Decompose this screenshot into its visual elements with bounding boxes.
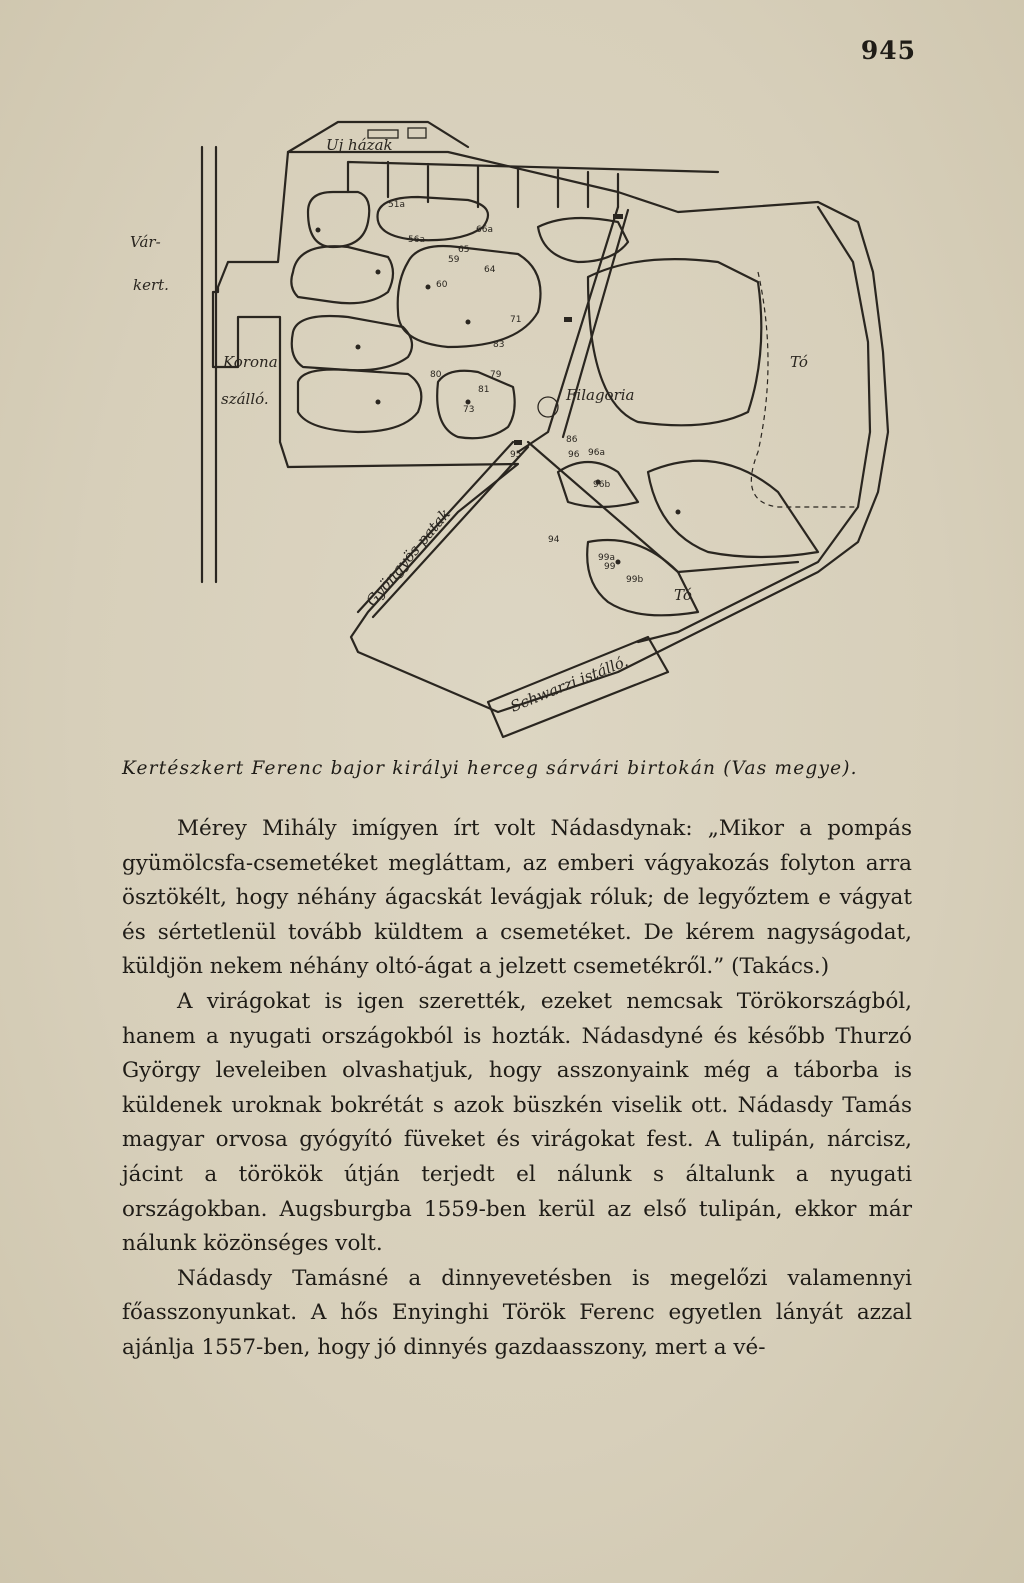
marker-label: 99b [626, 575, 644, 585]
marker-label: 59 [448, 255, 460, 265]
marker-label: 71 [510, 315, 522, 325]
page-number: 945 [860, 36, 916, 65]
body-text [122, 812, 912, 1366]
tree-marker [356, 345, 361, 350]
marker-label: 83 [493, 340, 505, 350]
label-filagoria: Filagoria [566, 386, 635, 404]
marker-label: 64 [484, 265, 496, 275]
tree-marker [466, 320, 471, 325]
marker-label: 60 [436, 280, 448, 290]
paragraph: A virágokat is igen szerették, ezeket nemcsak Törökországból, hanem a nyugati országokból is hozták. Nádasdyné és később Thurzó György leveleiben olvashatjuk, hogy asszonyaink még a táborba is küldenek uroknak bokrétát s azok büszkén viselik ott. Nádasdy Tamás magyar orvosa gyógyító füveket és virágokat fest. A tulipán, nárcisz, jácint a törökök útján terjedt el nálunk s általunk a nyugati országokban. Augsburgba 1559-ben kerül az első tulipán, ekkor már nálunk közönséges volt. [122, 988, 912, 1257]
figure-caption: Kertészkert Ferenc bajor királyi herceg sárvári birtokán (Vas megye). [122, 758, 858, 779]
house [408, 128, 426, 138]
flower-bed [292, 316, 412, 370]
marker-label: 81 [478, 385, 490, 395]
label-to-lower: Tó [674, 586, 692, 604]
marker-label: 95 [510, 450, 522, 460]
label-to-upper: Tó [790, 353, 808, 371]
flower-bed [308, 192, 369, 247]
road [518, 207, 618, 452]
tree-marker [466, 400, 471, 405]
marker-label: 96 [568, 450, 580, 460]
paragraph: Mérey Mihály imígyen írt volt Nádasdynak: „Mikor a pompás gyümölcsfa-csemetéket megláttam, az emberi vágyakozás folyton arra ösztökélt, hogy néhány ágacskát levágjak róluk; de legyőztem e vágyat és sértetlenül tovább küldtem a csemetéket. De kérem nagyságodat, küldjön nekem néhány oltó-ágat a jelzett csemetékről.” (Takács.) [122, 816, 912, 980]
bridge [613, 214, 623, 219]
tree-marker [616, 560, 621, 565]
marker-label: 80 [430, 370, 442, 380]
marker-label: 86 [566, 435, 578, 445]
marker-label: 56a [408, 235, 425, 245]
marker-label: 94 [548, 535, 560, 545]
tree-marker [316, 228, 321, 233]
flower-bed [648, 461, 818, 557]
label-kert: kert. [133, 276, 169, 294]
flower-bed [298, 370, 421, 433]
label-szallo: szálló. [221, 390, 269, 408]
marker-label: 51a [388, 200, 405, 210]
label-var: Vár- [130, 233, 161, 251]
marker-label: 99 [604, 562, 616, 572]
label-korona: Korona [223, 353, 278, 371]
garden-map-drawing [118, 112, 898, 752]
tree-marker [426, 285, 431, 290]
marker-label: 66a [476, 225, 493, 235]
label-schwarzi-istallo: Schwarzi istálló. [507, 652, 631, 716]
marker-label: 96a [588, 448, 605, 458]
garden-map [118, 112, 898, 752]
bridge [564, 317, 572, 322]
dashed-path [751, 272, 858, 507]
tree-marker [376, 270, 381, 275]
park-boundary [213, 152, 888, 712]
marker-label: 79 [490, 370, 502, 380]
flower-bed [291, 246, 393, 303]
flower-bed [437, 371, 514, 439]
marker-label: 65 [458, 245, 470, 255]
marker-label: 99a [598, 553, 615, 563]
bridge [514, 440, 522, 445]
label-uj-hazak: Uj házak [326, 136, 393, 154]
tree-marker [376, 400, 381, 405]
marker-label: 73 [463, 405, 475, 415]
road [528, 442, 798, 572]
label-gyongyos-patak: Gyöngyös patak [362, 505, 455, 610]
paragraph: Nádasdy Tamásné a dinnyevetésben is megelőzi valamennyi főasszonyunkat. A hős Enyinghi Török Ferenc egyetlen lányát azzal ajánlja 1557-ben, hogy jó dinnyés gazdaasszony, mert a vé- [122, 1265, 912, 1360]
marker-label: 96b [593, 480, 611, 490]
flower-bed [398, 246, 541, 347]
tree-marker [676, 510, 681, 515]
